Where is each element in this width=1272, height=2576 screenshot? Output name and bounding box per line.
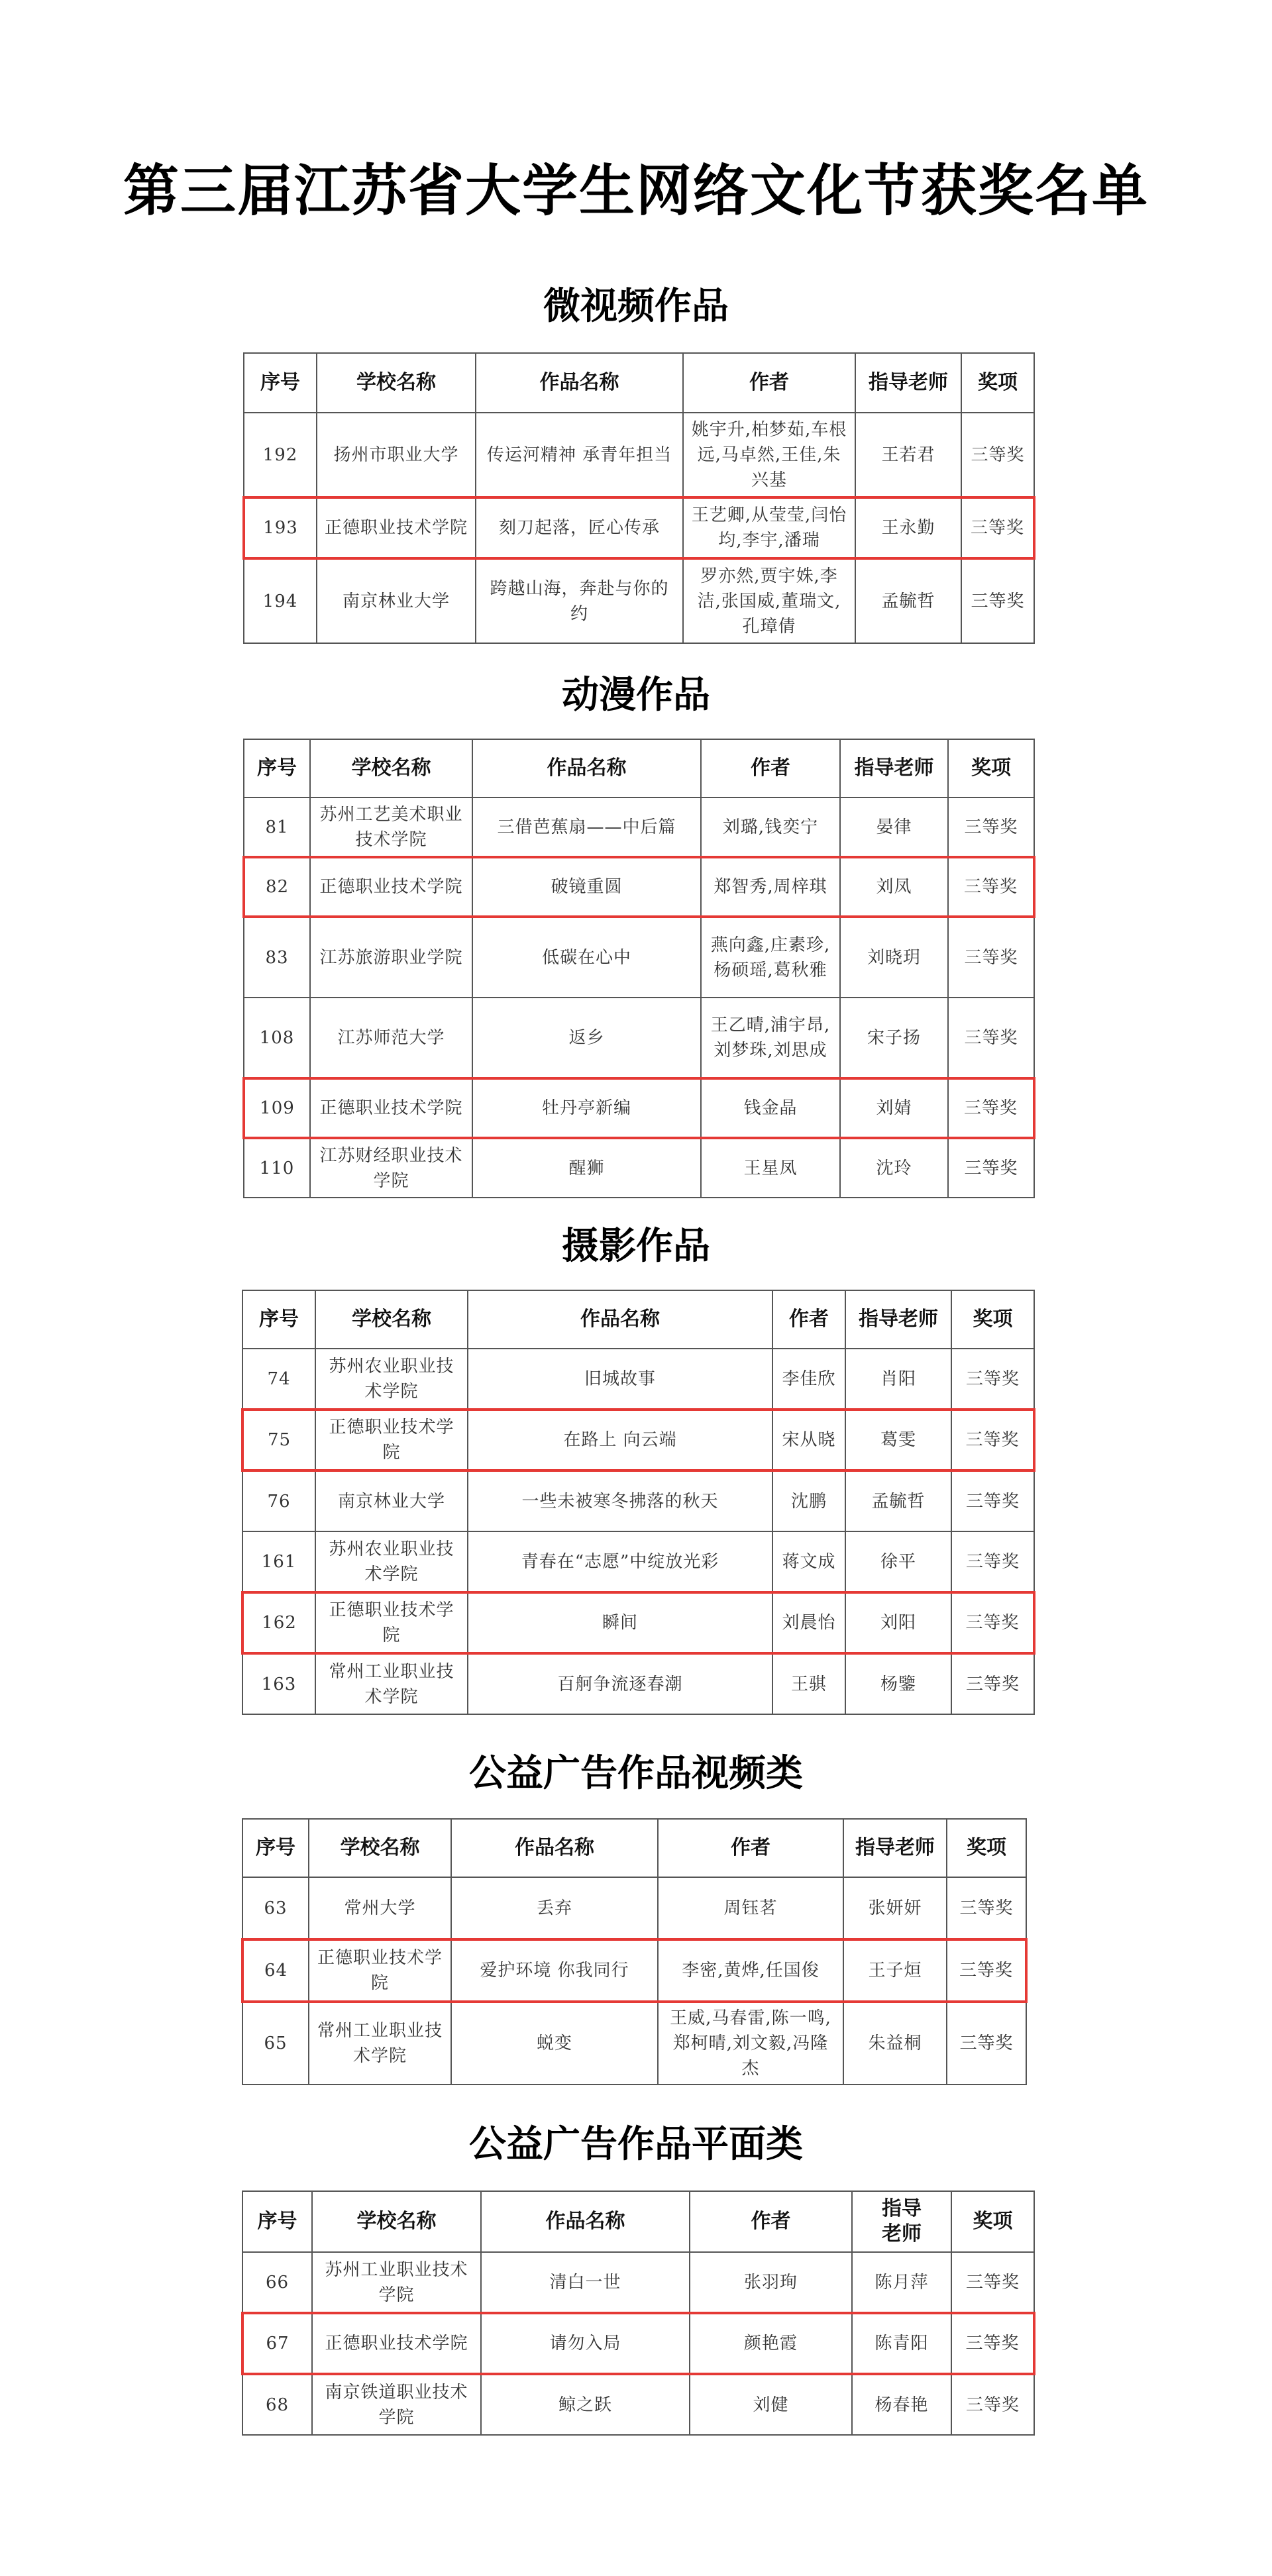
table-row: [244, 798, 1034, 857]
cell-author: 钱金晶: [701, 1078, 840, 1138]
cell-advisor: 王子烜: [843, 1939, 947, 2002]
cell-author: 郑智秀,周梓琪: [701, 857, 840, 917]
cell-advisor: 刘晓玥: [840, 917, 948, 998]
cell-school: 扬州市职业大学: [317, 413, 476, 497]
cell-work: 青春在“志愿”中绽放光彩: [468, 1531, 772, 1592]
document-title: 第三届江苏省大学生网络文化节获奖名单: [123, 158, 1149, 223]
cell-work: 三借芭蕉扇——中后篇: [472, 798, 701, 857]
table-header-row: [242, 1819, 1026, 1877]
section-title: 动漫作品: [562, 674, 710, 717]
cell-school: 江苏财经职业技术学院: [310, 1138, 472, 1198]
cell-index: 65: [242, 2002, 309, 2085]
cell-award: 三等奖: [948, 857, 1034, 917]
cell-award: 三等奖: [948, 998, 1034, 1078]
cell-index: 75: [242, 1410, 315, 1470]
cell-award: 三等奖: [948, 1138, 1034, 1198]
cell-index: 161: [242, 1531, 315, 1592]
cell-index: 76: [242, 1470, 315, 1531]
cell-school: 正德职业技术学院: [310, 857, 472, 917]
section-psa-print: [0, 2122, 1272, 2428]
table-header-row: [244, 353, 1034, 413]
cell-work: 旧城故事: [468, 1349, 772, 1410]
table-row: [242, 1877, 1026, 1939]
cell-index: 83: [244, 917, 310, 998]
highlighted-table-row: [242, 1592, 1034, 1653]
cell-advisor: 刘阳: [845, 1592, 951, 1653]
cell-school: 正德职业技术学院: [315, 1592, 468, 1653]
cell-work: 鲸之跃: [481, 2374, 690, 2435]
section-title: 公益广告作品平面类: [469, 2123, 803, 2166]
cell-author: 颜艳霞: [690, 2313, 852, 2374]
header-index: 序号: [244, 739, 310, 798]
cell-advisor: 宋子扬: [840, 998, 948, 1078]
cell-award: 三等奖: [948, 798, 1034, 857]
cell-school: 正德职业技术学院: [315, 1410, 468, 1470]
cell-advisor: 葛雯: [845, 1410, 951, 1470]
cell-index: 68: [242, 2374, 312, 2435]
cell-index: 108: [244, 998, 310, 1078]
header-work: 作品名称: [472, 739, 701, 798]
cell-school: 正德职业技术学院: [309, 1939, 451, 2002]
header-advisor: 指导老师: [840, 739, 948, 798]
cell-author: 王艺卿,从莹莹,闫怡均,李宇,潘瑞: [683, 497, 855, 558]
cell-award: 三等奖: [951, 1653, 1034, 1714]
table-row: [242, 2252, 1034, 2313]
cell-index: 163: [242, 1653, 315, 1714]
cell-award: 三等奖: [947, 2002, 1026, 2085]
header-index: 序号: [242, 2191, 312, 2252]
cell-advisor: 陈青阳: [852, 2313, 951, 2374]
cell-school: 正德职业技术学院: [310, 1078, 472, 1138]
cell-school: 苏州工艺美术职业技术学院: [310, 798, 472, 857]
cell-school: 常州工业职业技术学院: [315, 1653, 468, 1714]
header-award: 奖项: [948, 739, 1034, 798]
cell-school: 正德职业技术学院: [317, 497, 476, 558]
cell-index: 109: [244, 1078, 310, 1138]
header-award: 奖项: [947, 1819, 1026, 1877]
table-header-row: [242, 1290, 1034, 1349]
cell-advisor: 陈月萍: [852, 2252, 951, 2313]
header-school: 学校名称: [309, 1819, 451, 1877]
highlighted-table-row: [242, 1939, 1026, 2002]
table-row: [244, 413, 1034, 497]
cell-school: 常州工业职业技术学院: [309, 2002, 451, 2085]
cell-author: 王骐: [772, 1653, 845, 1714]
cell-author: 王乙晴,浦宇昂,刘梦珠,刘思成: [701, 998, 840, 1078]
cell-advisor: 孟毓哲: [845, 1470, 951, 1531]
cell-index: 193: [244, 497, 317, 558]
table-header-row: [242, 2191, 1034, 2252]
cell-award: 三等奖: [951, 1592, 1034, 1653]
cell-author: 李佳欣: [772, 1349, 845, 1410]
cell-index: 194: [244, 558, 317, 643]
cell-advisor: 沈玲: [840, 1138, 948, 1198]
cell-work: 返乡: [472, 998, 701, 1078]
highlighted-table-row: [242, 2313, 1034, 2374]
cell-award: 三等奖: [948, 917, 1034, 998]
cell-school: 正德职业技术学院: [312, 2313, 481, 2374]
header-school: 学校名称: [315, 1290, 468, 1349]
header-author: 作者: [658, 1819, 843, 1877]
section-micro-video: [0, 283, 1272, 637]
cell-school: 江苏师范大学: [310, 998, 472, 1078]
header-index: 序号: [242, 1290, 315, 1349]
highlighted-table-row: [244, 497, 1034, 558]
section-animation: [0, 672, 1272, 1191]
table-row: [242, 1531, 1034, 1592]
cell-school: 南京铁道职业技术学院: [312, 2374, 481, 2435]
award-table: [242, 739, 1033, 1198]
cell-work: 刻刀起落，匠心传承: [476, 497, 683, 558]
cell-work: 瞬间: [468, 1592, 772, 1653]
cell-award: 三等奖: [948, 1078, 1034, 1138]
cell-school: 苏州工业职业技术学院: [312, 2252, 481, 2313]
table-header-row: [244, 739, 1034, 798]
header-advisor: 指导老师: [845, 1290, 951, 1349]
cell-index: 162: [242, 1592, 315, 1653]
table-row: [244, 1138, 1034, 1198]
header-advisor: 指导 老师: [852, 2191, 951, 2252]
header-school: 学校名称: [310, 739, 472, 798]
cell-author: 沈鹏: [772, 1470, 845, 1531]
cell-author: 张羽珣: [690, 2252, 852, 2313]
cell-advisor: 孟毓哲: [855, 558, 961, 643]
cell-advisor: 刘婧: [840, 1078, 948, 1138]
header-advisor: 指导老师: [843, 1819, 947, 1877]
header-award: 奖项: [961, 353, 1034, 413]
cell-award: 三等奖: [951, 1470, 1034, 1531]
cell-award: 三等奖: [951, 2252, 1034, 2313]
cell-work: 低碳在心中: [472, 917, 701, 998]
cell-work: 一些未被寒冬拂落的秋天: [468, 1470, 772, 1531]
cell-index: 82: [244, 857, 310, 917]
cell-advisor: 徐平: [845, 1531, 951, 1592]
header-award: 奖项: [951, 2191, 1034, 2252]
header-work: 作品名称: [481, 2191, 690, 2252]
cell-work: 传运河精神 承青年担当: [476, 413, 683, 497]
cell-award: 三等奖: [951, 1531, 1034, 1592]
cell-author: 王星凤: [701, 1138, 840, 1198]
cell-school: 苏州农业职业技术学院: [315, 1531, 468, 1592]
cell-author: 李密,黄烨,任国俊: [658, 1939, 843, 2002]
cell-author: 姚宇升,柏梦茹,车根远,马卓然,王佳,朱兴基: [683, 413, 855, 497]
cell-advisor: 张妍妍: [843, 1877, 947, 1939]
table-row: [244, 558, 1034, 643]
header-work: 作品名称: [476, 353, 683, 413]
cell-award: 三等奖: [947, 1877, 1026, 1939]
cell-school: 常州大学: [309, 1877, 451, 1939]
cell-advisor: 王永勤: [855, 497, 961, 558]
cell-advisor: 晏律: [840, 798, 948, 857]
header-work: 作品名称: [451, 1819, 658, 1877]
cell-school: 南京林业大学: [317, 558, 476, 643]
header-index: 序号: [242, 1819, 309, 1877]
table-row: [242, 1470, 1034, 1531]
table-row: [244, 917, 1034, 998]
cell-advisor: 杨春艳: [852, 2374, 951, 2435]
cell-award: 三等奖: [961, 558, 1034, 643]
cell-work: 跨越山海，奔赴与你的约: [476, 558, 683, 643]
cell-author: 刘璐,钱奕宁: [701, 798, 840, 857]
award-table: [242, 352, 1033, 644]
cell-award: 三等奖: [951, 2374, 1034, 2435]
table-row: [242, 2002, 1026, 2085]
table-row: [242, 1349, 1034, 1410]
award-table: [241, 1818, 1025, 2085]
cell-author: 燕向鑫,庄素珍,杨硕瑶,葛秋雅: [701, 917, 840, 998]
highlighted-table-row: [242, 1410, 1034, 1470]
cell-award: 三等奖: [961, 497, 1034, 558]
header-author: 作者: [690, 2191, 852, 2252]
cell-advisor: 王若君: [855, 413, 961, 497]
cell-work: 请勿入局: [481, 2313, 690, 2374]
cell-author: 刘晨怡: [772, 1592, 845, 1653]
header-school: 学校名称: [312, 2191, 481, 2252]
cell-author: 刘健: [690, 2374, 852, 2435]
cell-work: 蜕变: [451, 2002, 658, 2085]
table-row: [242, 1653, 1034, 1714]
award-table: [241, 2190, 1033, 2436]
cell-work: 丢弃: [451, 1877, 658, 1939]
header-author: 作者: [701, 739, 840, 798]
header-author: 作者: [683, 353, 855, 413]
header-advisor: 指导老师: [855, 353, 961, 413]
cell-school: 江苏旅游职业学院: [310, 917, 472, 998]
cell-school: 苏州农业职业技术学院: [315, 1349, 468, 1410]
cell-school: 南京林业大学: [315, 1470, 468, 1531]
cell-advisor: 肖阳: [845, 1349, 951, 1410]
cell-work: 破镜重圆: [472, 857, 701, 917]
header-index: 序号: [244, 353, 317, 413]
cell-work: 清白一世: [481, 2252, 690, 2313]
cell-index: 66: [242, 2252, 312, 2313]
cell-work: 百舸争流逐春潮: [468, 1653, 772, 1714]
cell-index: 64: [242, 1939, 309, 2002]
cell-author: 周钰茗: [658, 1877, 843, 1939]
cell-author: 罗亦然,贾宇姝,李洁,张国威,董瑞文,孔璋倩: [683, 558, 855, 643]
section-title: 摄影作品: [562, 1225, 710, 1268]
cell-index: 192: [244, 413, 317, 497]
cell-author: 王威,马春雷,陈一鸣,郑柯晴,刘文毅,冯隆杰: [658, 2002, 843, 2085]
table-row: [244, 998, 1034, 1078]
award-table: [241, 1290, 1033, 1715]
cell-advisor: 刘凤: [840, 857, 948, 917]
cell-award: 三等奖: [951, 2313, 1034, 2374]
highlighted-table-row: [244, 857, 1034, 917]
section-photography: [0, 1223, 1272, 1707]
cell-author: 宋从晓: [772, 1410, 845, 1470]
cell-award: 三等奖: [947, 1939, 1026, 2002]
cell-index: 67: [242, 2313, 312, 2374]
cell-advisor: 杨鑒: [845, 1653, 951, 1714]
highlighted-table-row: [244, 1078, 1034, 1138]
cell-award: 三等奖: [951, 1349, 1034, 1410]
section-title: 公益广告作品视频类: [469, 1752, 803, 1795]
cell-index: 110: [244, 1138, 310, 1198]
cell-work: 爱护环境 你我同行: [451, 1939, 658, 2002]
section-psa-video: [0, 1751, 1272, 2079]
cell-index: 74: [242, 1349, 315, 1410]
cell-work: 牡丹亭新编: [472, 1078, 701, 1138]
cell-award: 三等奖: [951, 1410, 1034, 1470]
header-school: 学校名称: [317, 353, 476, 413]
cell-award: 三等奖: [961, 413, 1034, 497]
cell-work: 醒狮: [472, 1138, 701, 1198]
cell-index: 63: [242, 1877, 309, 1939]
header-author: 作者: [772, 1290, 845, 1349]
cell-advisor: 朱益桐: [843, 2002, 947, 2085]
header-work: 作品名称: [468, 1290, 772, 1349]
cell-author: 蒋文成: [772, 1531, 845, 1592]
table-row: [242, 2374, 1034, 2435]
section-title: 微视频作品: [543, 285, 729, 328]
cell-index: 81: [244, 798, 310, 857]
header-award: 奖项: [951, 1290, 1034, 1349]
cell-work: 在路上 向云端: [468, 1410, 772, 1470]
